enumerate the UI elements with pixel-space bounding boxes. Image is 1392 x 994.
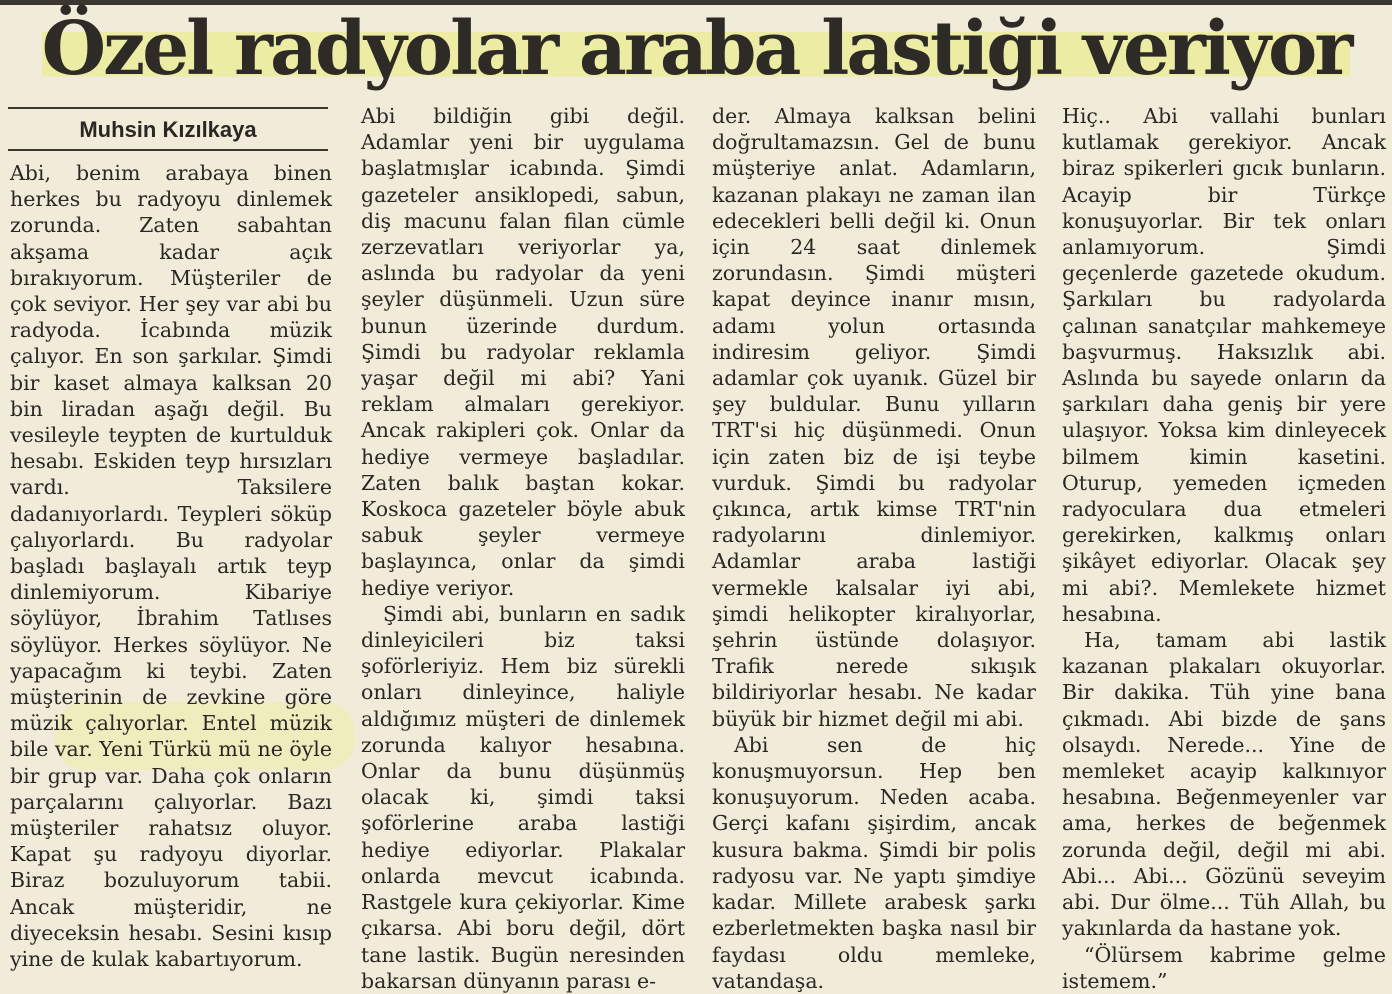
paragraph: Abi sen de hiç konuşmuyorsun. Hep ben konuşuyorum. Neden acaba. Gerçi kafanı şişirdim, ancak kusura bakma. Şimdi bir polis radyosu var. Ne yaptı şimdiye kadar. Millete arabesk şarkı ezberletmekten başka nasıl bir faydası oldu memleke, vatandaşa. (712, 732, 1036, 993)
paragraph: Hiç.. Abi vallahi bunları kutlamak gerekiyor. Ancak biraz spikerleri gıcık bunların. Acayip bir Türkçe konuşuyorlar. Bir tek onları anlamıyorum. Şimdi geçenlerde gazetede okudum. Şarkıları bu radyolarda çalınan sanatçılar mahkemeye başvurmuş. Haksızlık abi. Aslında bu sayede onların da şarkıları daha geniş bir yere ulaşıyor. Yoksa kim dinleyecek bilmem kimin kasetini. Oturup, yemeden içmeden radyoculara dua etmeleri gerekirken, kalkmış onları şikâyet ediyorlar. Olacak şey mi abi?. Memlekete hizmet hesabına. (1062, 104, 1386, 626)
byline-box (8, 107, 328, 151)
headline-text: Özel radyolar araba lastiği veriyor (41, 6, 1351, 92)
paragraph: der. Almaya kalksan belini doğrultamazsın. Gel de bunu müşteriye anlat. Adamların, kazanan plakayı ne zaman ilan edecekleri belli değil ki. Onun için 24 saat dinlemek zorundasın. Şimdi müşteri kapat deyince inanır mısın, adamı yolun ortasında indiresim geliyor. Şimdi adamlar çok uyanık. Güzel bir şey buldular. Bunu yılların TRT'si hiç düşünmedi. Onun için zaten biz de işi teybe vurduk. Şimdi bu radyolar çıkınca, artık kimse TRT'nin radyolarını dinlemiyor. Adamlar araba lastiği vermekle kalsalar iyi abi, şimdi helikopter kiralıyorlar, şehrin üstünde dolaşıyor. Trafik nerede sıkışık bildiriyorlar hesabı. Ne kadar büyük bir hizmet değil mi abi. (712, 104, 1036, 731)
column-2 (361, 103, 685, 994)
column-1 (10, 160, 332, 972)
headline (0, 4, 1392, 94)
paragraph: Abi bildiğin gibi değil. Adamlar yeni bir uygulama başlatmışlar icabında. Şimdi gazeteler ansiklopedi, sabun, diş macunu falan filan cümle zerzevatları veriyorlar ya, aslında bu radyolar da yeni şeyler düşünmeli. Uzun süre bunun üzerinde durdum. Şimdi bu radyolar reklamla yaşar değil mi abi? Yani reklam almaları gerekiyor. Ancak rakipleri çok. Onlar da hediye vermeye başladılar. Zaten balık baştan kokar. Koskoca gazeteler böyle abuk sabuk şeyler vermeye başlayınca, onlar da şimdi hediye veriyor. (361, 104, 685, 600)
column-3 (712, 103, 1036, 994)
paragraph: Şimdi abi, bunların en sadık dinleyicileri biz taksi şoförleriyiz. Hem biz sürekli onları dinleyince, haliyle aldığımız müşteri de dinlemek zorunda kalıyor hesabına. Onlar da bunu düşünmüş olacak ki, şimdi taksi şoförlerine araba lastiği hediye ediyorlar. Plakalar onlarda mevcut icabında. Rastgele kura çekiyorlar. Kime çıkarsa. Abi boru değil, dört tane lastik. Bugün neresinden bakarsan dünyanın parası e- (361, 601, 685, 993)
column-4 (1062, 103, 1386, 994)
paragraph: Abi, benim arabaya binen herkes bu radyoyu dinlemek zorunda. Zaten sabahtan akşama kadar açık bırakıyorum. Müşteriler de çok seviyor. Her şey var abi bu radyoda. İcabında müzik çalıyor. En son şarkılar. Şimdi bir kaset almaya kalksan 20 bin liradan aşağı değil. Bu vesileyle teypten de kurtulduk hesabı. Eskiden teyp hırsızları vardı. Taksilere dadanıyorlardı. Teypleri söküp çalıyorlardı. Bu radyolar başladı başlayalı artık teyp dinlemiyorum. Kibariye söylüyor, İbrahim Tatlıses söylüyor. Herkes söylüyor. Ne yapacağım ki teybi. Zaten müşterinin de zevkine göre müzik çalıyorlar. Entel müzik bile var. Yeni Türkü mü ne öyle bir grup var. Daha çok onların parçalarını çalıyorlar. Bazı müşteriler rahatsız oluyor. Kapat şu radyoyu diyorlar. Biraz bozuluyorum tabii. Ancak müşteridir, ne diyeceksin hesabı. Sesini kısıp yine de kulak kabartıyorum. (10, 161, 332, 972)
paragraph: “Ölürsem kabrime gelme istemem.” (1062, 942, 1386, 993)
paragraph: Ha, tamam abi lastik kazanan plakaları okuyorlar. Bir dakika. Tüh yine bana çıkmadı. Abi bizde de şans olsaydı. Nerede... Yine de memleket acayip kalkınıyor hesabına. Beğenmeyenler var ama, herkes de beğenmek zorunda değil, değil mi abi. Abi... Abi... Gözünü seveyim abi. Dur ölme... Tüh Allah, bu yakınlarda da hastane yok. (1062, 628, 1386, 941)
byline: Muhsin Kızılkaya (79, 117, 257, 142)
